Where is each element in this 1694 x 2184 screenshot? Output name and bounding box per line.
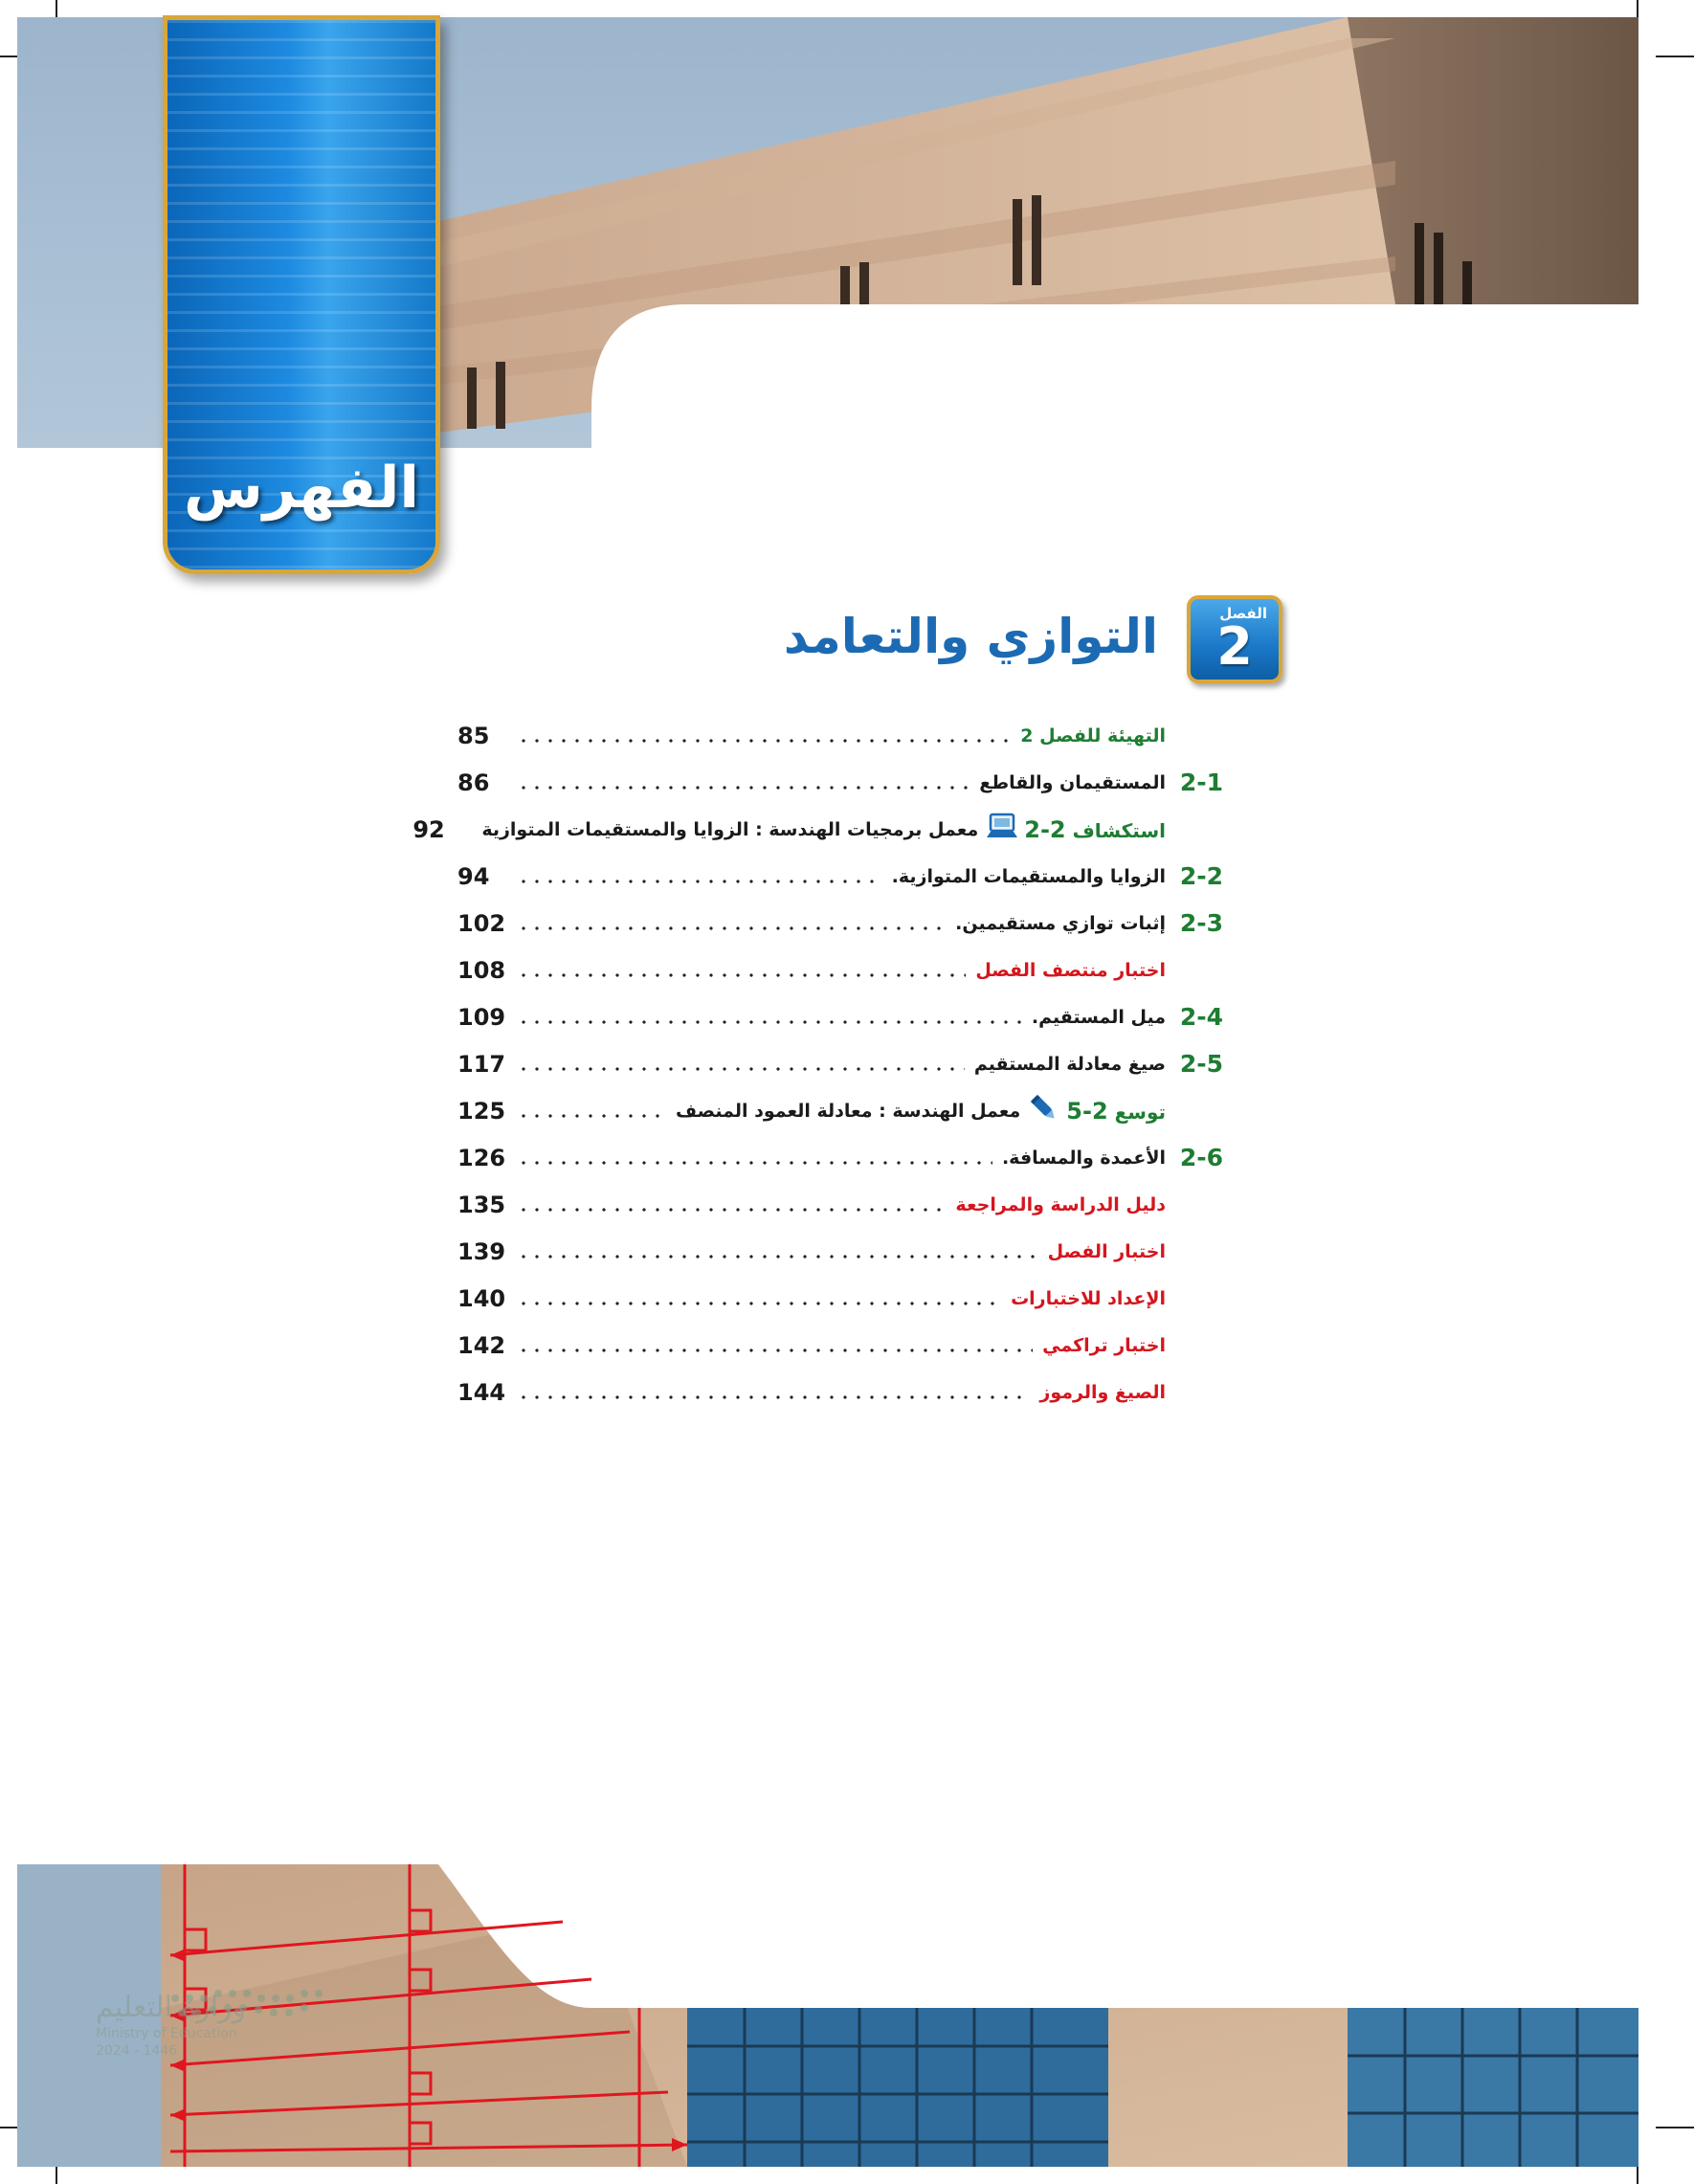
toc-leader-dots xyxy=(517,1255,1038,1259)
chapter-number-badge xyxy=(1187,595,1282,683)
toc-title: دليل الدراسة والمراجعة xyxy=(955,1193,1166,1215)
toc-row[interactable] xyxy=(457,712,1223,759)
toc-leader-dots xyxy=(517,1114,666,1118)
crop-mark xyxy=(1656,2127,1694,2128)
toc-row[interactable] xyxy=(457,1322,1223,1369)
toc-row[interactable] xyxy=(457,1181,1223,1228)
toc-row[interactable] xyxy=(412,806,1223,853)
toc-page-number: 144 xyxy=(457,1378,506,1406)
toc-leader-dots xyxy=(517,739,1011,743)
watermark-arabic: وزارة التعليم xyxy=(96,1991,247,2024)
index-title-tab xyxy=(163,15,440,574)
toc-leader-dots xyxy=(517,926,946,930)
toc-leader-dots xyxy=(517,1020,1022,1024)
toc-prefix-number: 2-5 xyxy=(1066,1097,1108,1125)
crop-mark xyxy=(1656,56,1694,57)
toc-title: اختبار تراكمي xyxy=(1042,1334,1166,1356)
toc-leader-dots xyxy=(517,1395,1030,1399)
toc-prefix-label: توسع xyxy=(1114,1100,1166,1124)
watermark-english: Ministry of Education xyxy=(96,2026,237,2041)
toc-title: ميل المستقيم. xyxy=(1031,1006,1166,1028)
toc-lesson-number: 2-6 xyxy=(1179,1144,1223,1171)
toc-lesson-number: 2-1 xyxy=(1179,769,1223,796)
toc-lesson-number: 2-5 xyxy=(1179,1050,1223,1078)
watermark-year: 2024 - 1446 xyxy=(96,2043,178,2059)
toc-row[interactable] xyxy=(457,1040,1223,1087)
toc-leader-dots xyxy=(517,1067,965,1071)
toc-leader-dots xyxy=(517,1161,992,1165)
toc-page-number: 109 xyxy=(457,1003,506,1031)
chapter-number: 2 xyxy=(1216,616,1253,677)
toc-page-number: 94 xyxy=(457,862,490,890)
toc-page-number: 102 xyxy=(457,909,506,937)
toc-row[interactable] xyxy=(457,1228,1223,1275)
toc-row[interactable] xyxy=(457,900,1223,947)
toc-page-number: 117 xyxy=(457,1050,506,1078)
toc-row[interactable] xyxy=(457,853,1223,900)
toc-leader-dots xyxy=(517,1348,1033,1352)
toc-page-number: 85 xyxy=(457,722,490,749)
toc-leader-dots xyxy=(517,880,882,883)
toc-title: معمل الهندسة : معادلة العمود المنصف xyxy=(675,1100,1021,1122)
toc-row[interactable] xyxy=(457,1369,1223,1415)
toc-title: التهيئة للفصل 2 xyxy=(1020,724,1166,747)
table-of-contents xyxy=(412,712,1223,1415)
toc-prefix xyxy=(1066,1098,1166,1125)
toc-title: إثبات توازي مستقيمين. xyxy=(955,912,1166,934)
toc-row[interactable] xyxy=(457,1087,1223,1134)
toc-title: اختبار الفصل xyxy=(1047,1240,1166,1262)
pencil-icon xyxy=(1028,1092,1060,1129)
toc-lesson-number: 2-4 xyxy=(1179,1003,1223,1031)
toc-title: الأعمدة والمسافة. xyxy=(1001,1147,1166,1169)
toc-page-number: 92 xyxy=(412,815,445,843)
toc-lesson-number: 2-3 xyxy=(1179,909,1223,937)
toc-row[interactable] xyxy=(457,947,1223,993)
toc-title: الإعداد للاختبارات xyxy=(1011,1287,1166,1309)
toc-page-number: 142 xyxy=(457,1331,506,1359)
toc-title: الصيغ والرموز xyxy=(1039,1381,1166,1403)
ministry-watermark xyxy=(96,1991,325,2059)
toc-page-number: 126 xyxy=(457,1144,506,1171)
toc-title: الزوايا والمستقيمات المتوازية. xyxy=(891,865,1166,887)
toc-prefix xyxy=(1024,816,1166,843)
toc-row[interactable] xyxy=(457,759,1223,806)
toc-lesson-number: 2-2 xyxy=(1179,862,1223,890)
chapter-title: التوازي والتعامد xyxy=(783,609,1158,664)
toc-leader-dots xyxy=(517,973,966,977)
toc-row[interactable] xyxy=(457,1134,1223,1181)
toc-title: المستقيمان والقاطع xyxy=(979,771,1166,793)
toc-page-number: 108 xyxy=(457,956,506,984)
toc-leader-dots xyxy=(517,786,970,790)
toc-prefix-number: 2-2 xyxy=(1024,815,1066,843)
toc-prefix-label: استكشاف xyxy=(1072,818,1166,842)
toc-leader-dots xyxy=(517,1302,1001,1305)
index-title: الفهرس xyxy=(183,455,419,522)
toc-page-number: 86 xyxy=(457,769,490,796)
toc-row[interactable] xyxy=(457,993,1223,1040)
toc-page-number: 140 xyxy=(457,1284,506,1312)
toc-page-number: 139 xyxy=(457,1237,506,1265)
toc-title: معمل برمجيات الهندسة : الزوايا والمستقيمات المتوازية xyxy=(481,818,979,840)
chapter-label: الفصل xyxy=(1219,605,1267,622)
toc-title: صيغ معادلة المستقيم xyxy=(973,1053,1166,1075)
toc-title: اختبار منتصف الفصل xyxy=(975,959,1166,981)
toc-row[interactable] xyxy=(457,1275,1223,1322)
toc-leader-dots xyxy=(517,1208,946,1212)
toc-page-number: 125 xyxy=(457,1097,506,1125)
laptop-icon xyxy=(986,813,1018,846)
toc-page-number: 135 xyxy=(457,1191,506,1218)
